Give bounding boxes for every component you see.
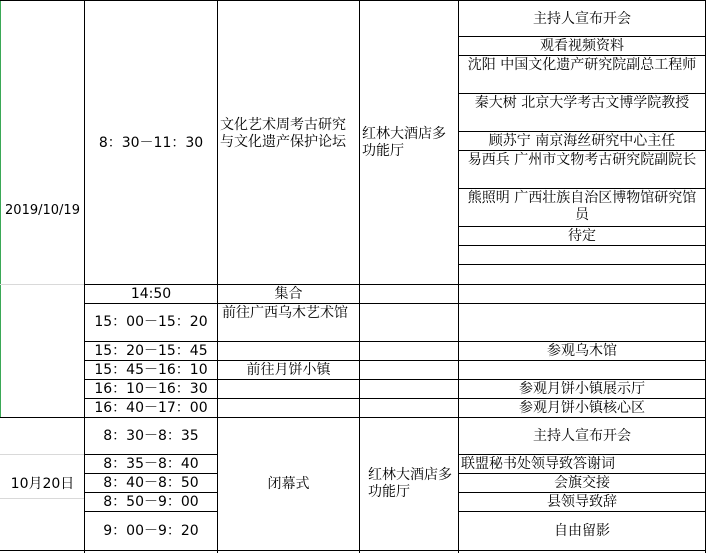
event-cell: 文化艺术周考古研究与文化遗产保护论坛 [220,117,346,150]
detail-cell: 参观乌木馆 [547,343,617,359]
row-border [458,55,706,56]
venue-cell: 红林大酒店多功能厅 [368,467,452,500]
detail-cell: 参观月饼小镇核心区 [519,400,645,416]
speaker-item: 易西兵 广州市文物考古研究院副院长 [467,152,697,168]
row-border [84,473,217,474]
row-border [458,226,706,227]
table-top-border [0,0,706,1]
event-cell: 前往广西乌木艺术馆 [222,305,348,321]
event-cell: 集合 [274,286,303,302]
row-border [458,454,706,455]
column-border [217,0,218,553]
event-cell: 闭幕式 [267,476,310,492]
time-cell: 8：30－8：35 [103,428,199,444]
row-border [84,360,706,361]
row-border [458,511,706,512]
venue-cell: 红林大酒店多功能厅 [362,126,446,159]
row-border [458,36,706,37]
row-border [84,511,217,512]
agenda-item: 观看视频资料 [540,38,624,54]
date-cell: 10月20日 [10,476,75,492]
column-border [359,0,360,553]
row-border [84,341,706,342]
time-cell: 15：20－15：45 [94,343,208,359]
faint-gridline [0,284,84,285]
time-cell: 9：00－9：20 [103,523,199,539]
row-border [84,284,706,285]
date-cell: 2019/10/19 [5,203,80,218]
column-border [458,0,459,553]
time-cell: 8：35－8：40 [103,456,199,472]
time-cell: 8：40－8：50 [103,475,199,491]
row-border [458,473,706,474]
row-border [84,379,706,380]
speaker-item: 秦大树 北京大学考古文博学院教授 [474,95,690,111]
agenda-item: 主持人宣布开会 [533,11,631,27]
row-border [84,303,706,304]
table-bottom-border [0,550,706,551]
row-border [458,93,706,94]
detail-cell: 参观月饼小镇展示厅 [519,381,645,397]
time-cell: 16：10－16：30 [94,381,208,397]
faint-gridline [0,454,84,455]
speaker-item: 沈阳 中国文化遗产研究院副总工程师 [467,57,697,73]
time-cell: 8：50－9：00 [103,494,199,510]
row-border [458,492,706,493]
time-cell: 14:50 [130,286,172,302]
faint-gridline [0,498,84,499]
detail-cell: 会旗交接 [554,475,610,491]
day-separator [0,417,706,418]
detail-cell: 主持人宣布开会 [533,428,631,444]
speaker-item: 顾苏宁 南京海丝研究中心主任 [488,133,676,149]
row-border [458,150,706,151]
row-border [458,245,706,246]
event-cell: 前往月饼小镇 [246,362,331,378]
row-border [458,188,706,189]
speaker-item: 熊照明 广西壮族自治区博物馆研究馆员 [467,190,697,223]
time-cell: 8：30－11：30 [98,135,204,151]
row-border [458,264,706,265]
row-border [84,454,217,455]
row-border [458,131,706,132]
detail-cell: 自由留影 [554,523,610,539]
row-border [84,492,217,493]
time-cell: 15：45－16：10 [94,362,208,378]
time-cell: 15：00－15：20 [94,314,208,330]
detail-cell: 联盟秘书处领导致答谢词 [461,456,615,472]
time-cell: 16：40－17：00 [94,400,208,416]
speaker-item: 待定 [568,228,596,244]
row-border [84,398,706,399]
detail-cell: 县领导致辞 [547,494,617,510]
